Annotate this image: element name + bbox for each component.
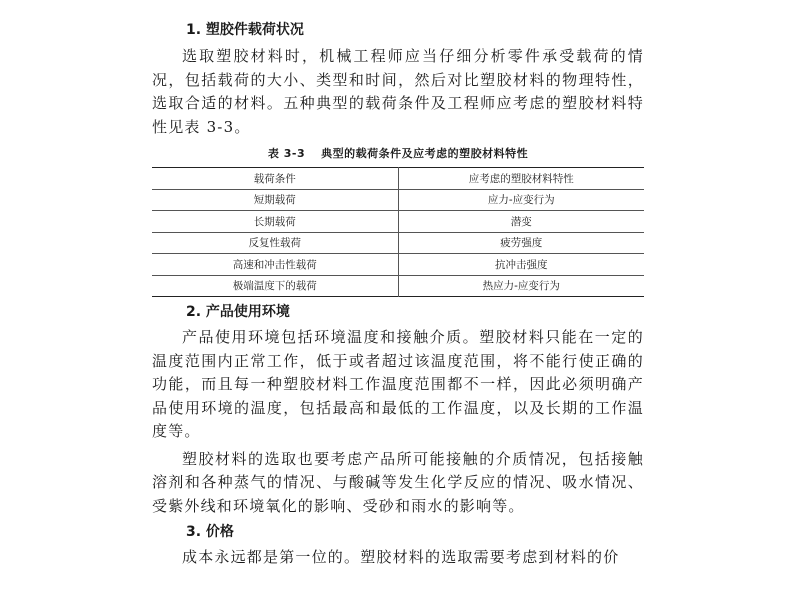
section-2-heading: 2. 产品使用环境: [186, 304, 290, 320]
document-page: [152, 14, 644, 600]
table-row: [152, 254, 644, 276]
table-cell: 高速和冲击性载荷: [152, 254, 398, 276]
table-caption: [152, 145, 644, 161]
load-conditions-table: [152, 167, 644, 297]
table-caption-title: 典型的载荷条件及应考虑的塑胶材料特性: [321, 147, 529, 160]
section-3-paragraph: 成本永远都是第一位的。塑胶材料的选取需要考虑到材料的价: [182, 548, 620, 566]
table-header-cell: 应考虑的塑胶材料特性: [398, 168, 644, 190]
table-cell: 抗冲击强度: [398, 254, 644, 276]
table-header-row: [152, 168, 644, 190]
table-row: [152, 232, 644, 254]
table-cell: 潜变: [398, 211, 644, 233]
section-2-paragraph-1: 产品使用环境包括环境温度和接触介质。塑胶材料只能在一定的温度范围内正常工作，低于或者超过该温度范围，将不能行使正确的功能，而且每一种塑胶材料工作温度范围都不一样，因此必须明确产品使用环境的温度，包括最高和最低的工作温度，以及长期的工作温度等。: [152, 328, 644, 440]
table-row: [152, 189, 644, 211]
section-3-heading: 3. 价格: [186, 524, 234, 540]
table-cell: 疲劳强度: [398, 232, 644, 254]
table-cell: 热应力-应变行为: [482, 280, 560, 293]
table-cell: 短期载荷: [152, 189, 398, 211]
table-header-cell: 载荷条件: [152, 168, 398, 190]
table-cell: 反复性载荷: [152, 232, 398, 254]
table-caption-number: 表 3-3: [267, 147, 306, 160]
section-2-paragraph-2: 塑胶材料的选取也要考虑产品所可能接触的介质情况，包括接触溶剂和各种蒸气的情况、与酸碱等发生化学反应的情况、吸水情况、受紫外线和环境氧化的影响、受砂和雨水的影响等。: [152, 449, 644, 515]
section-1-paragraph: 选取塑胶材料时，机械工程师应当仔细分析零件承受载荷的情况，包括载荷的大小、类型和时间，然后对比塑胶材料的物理特性，选取合适的材料。五种典型的载荷条件及工程师应考虑的塑胶材料特性见表 3-3。: [152, 47, 644, 136]
table-row: [152, 275, 644, 297]
table-cell: 应力-应变行为: [398, 189, 644, 211]
table-row: [152, 211, 644, 233]
section-1-heading: 1. 塑胶件载荷状况: [186, 22, 304, 38]
table-cell: 长期载荷: [152, 211, 398, 233]
table-cell: 极端温度下的载荷: [152, 275, 398, 297]
